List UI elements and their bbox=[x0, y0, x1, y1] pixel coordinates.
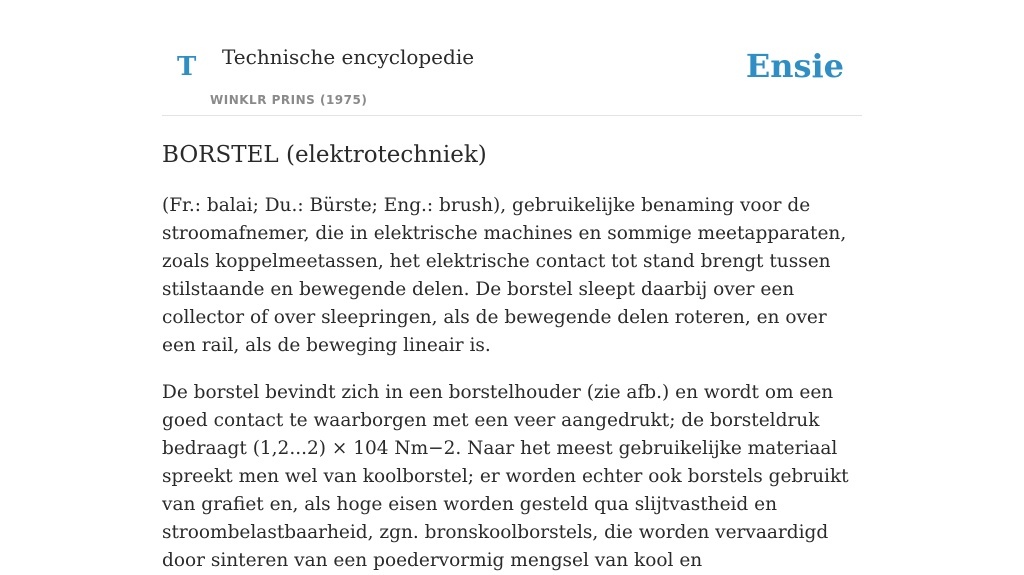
article-title: BORSTEL (elektrotechniek) bbox=[162, 142, 487, 168]
article-paragraph-2: De borstel bevindt zich in een borstelhouder (zie afb.) en wordt om een goed contact te waarborgen met een veer aangedrukt; de borsteldruk bedraagt (1,2...2) × 104 Nm−2. Naar het meest gebruikelijke materiaal spreekt men wel van koolborstel; er worden echter ook borstels gebruikt van grafiet en, als hoge eisen worden gesteld qua slijtvastheid en stroombelastbaarheid, zgn. bronskoolborstels, die worden vervaardigd door sinteren van een poedervormig mengsel van kool en bbox=[162, 381, 849, 571]
content-container bbox=[162, 0, 862, 575]
publication-logo[interactable]: T bbox=[177, 52, 197, 82]
publication-subtitle: WINKLR PRINS (1975) bbox=[210, 93, 368, 107]
publication-title[interactable]: Technische encyclopedie bbox=[222, 45, 475, 69]
header bbox=[162, 0, 862, 116]
brand-logo-link[interactable]: Ensie bbox=[745, 47, 844, 85]
article-paragraph-1: (Fr.: balai; Du.: Bürste; Eng.: brush), gebruikelijke benaming voor de stroomafnemer, die in elektrische machines en sommige meetapparaten, zoals koppelmeetassen, het elektrische contact tot stand brengt tussen stilstaande en bewegende delen. De borstel sleept daarbij over een collector of over sleepringen, als de bewegende delen roteren, en over een rail, als de beweging lineair is. bbox=[162, 194, 847, 356]
